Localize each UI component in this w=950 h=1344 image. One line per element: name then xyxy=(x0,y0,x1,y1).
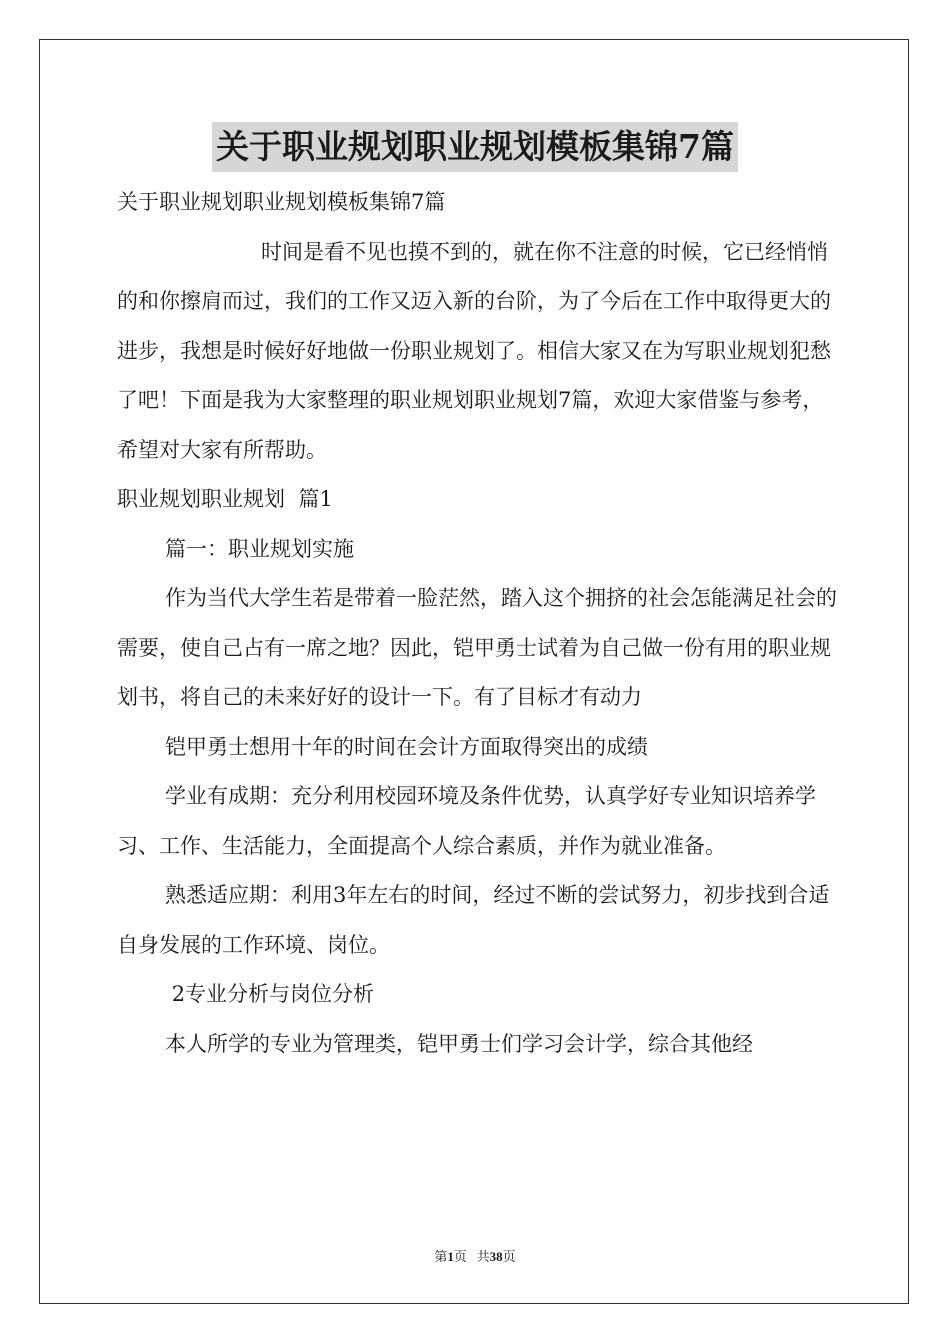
page-prefix: 第 xyxy=(434,1249,448,1264)
paragraph: 铠甲勇士想用十年的时间在会计方面取得突出的成绩 xyxy=(165,734,648,759)
total-prefix: 共 xyxy=(476,1249,490,1264)
paragraph: 2专业分析与岗位分析 xyxy=(165,982,375,1006)
paragraph: 熟悉适应期：利用3年左右的时间，经过不断的尝试努力，初步找到合适自身发展的工作环境、岗位。 xyxy=(117,883,830,957)
subtitle-line: 关于职业规划职业规划模板集锦7篇 xyxy=(117,190,446,214)
intro-paragraph: 时间是看不见也摸不到的，就在你不注意的时候，它已经悄悄的和你擦肩而过，我们的工作又迈入新的台阶，为了今后在工作中取得更大的进步，我想是时候好好地做一份职业规划了。相信大家又在为写职业规划犯愁了吧！下面是我为大家整理的职业规划职业规划7篇，欢迎大家借鉴与参考，希望对大家有所帮助。 xyxy=(117,239,831,462)
title-container xyxy=(0,122,950,172)
paragraph: 篇一：职业规划实施 xyxy=(165,536,354,561)
total-suffix: 页 xyxy=(502,1249,516,1264)
page-suffix: 页 xyxy=(453,1249,467,1264)
document-body xyxy=(117,178,837,1069)
paragraph: 作为当代大学生若是带着一脸茫然，踏入这个拥挤的社会怎能满足社会的需要，使自己占有一席之地？因此，铠甲勇士试着为自己做一份有用的职业规划书，将自己的未来好好的设计一下。有了目标才有动力 xyxy=(117,586,837,709)
page-number: 1 xyxy=(447,1249,454,1264)
section-heading: 职业规划职业规划 篇1 xyxy=(117,487,333,511)
total-pages: 38 xyxy=(489,1249,503,1264)
paragraph: 学业有成期：充分利用校园环境及条件优势，认真学好专业知识培养学习、工作、生活能力，全面提高个人综合素质，并作为就业准备。 xyxy=(117,784,816,858)
paragraph: 本人所学的专业为管理类，铠甲勇士们学习会计学，综合其他经 xyxy=(165,1031,753,1056)
page-footer xyxy=(0,1246,950,1265)
document-title: 关于职业规划职业规划模板集锦7篇 xyxy=(212,122,738,172)
